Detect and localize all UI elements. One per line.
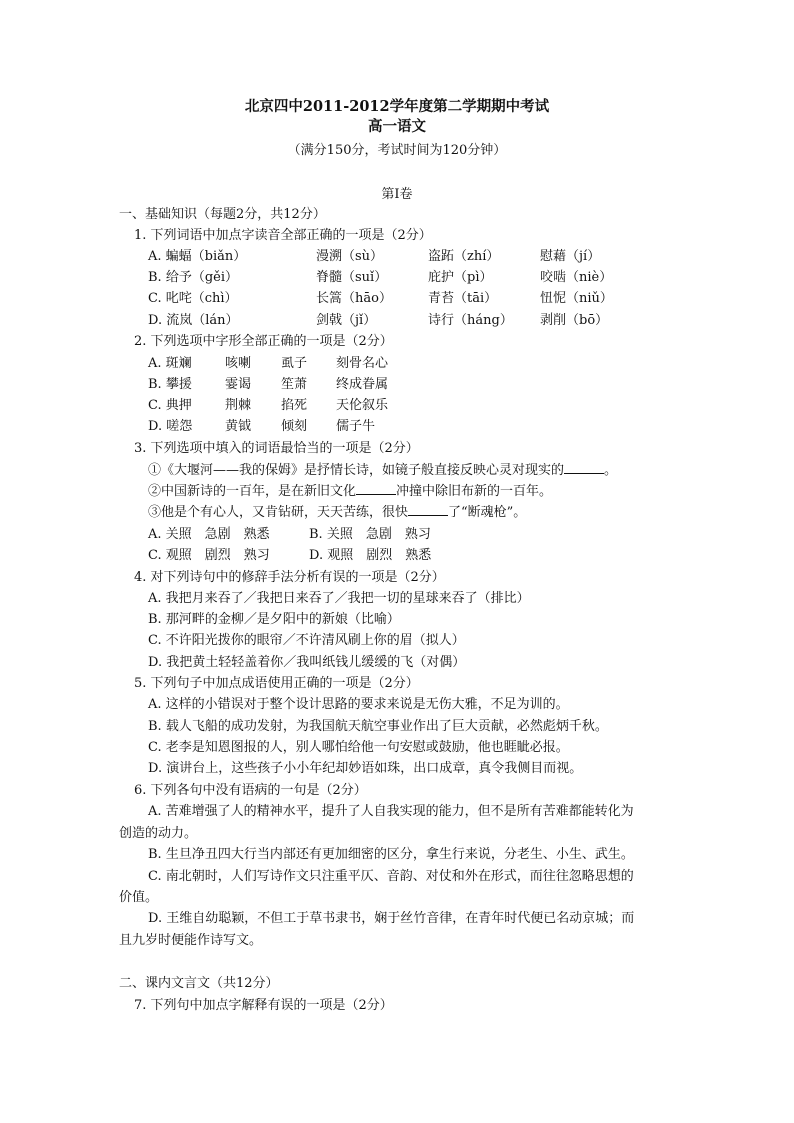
q3-blank-3 xyxy=(408,503,448,516)
q3-sentence-2-end: 冲撞中除旧布新的一百年。 xyxy=(396,484,553,499)
subject-title: 高一语文 xyxy=(368,118,426,135)
q3-option-b: B. 关照 急剧 熟习 xyxy=(309,527,431,542)
q6-option-a-line1: A. 苦难增强了人的精神水平，提升了人自我实现的能力，但不是所有苦难都能转化为 xyxy=(148,804,634,819)
question-7-stem: 7. 下列句中加点字解释有误的一项是（2分） xyxy=(134,998,393,1013)
q6-option-d-line1: D. 王维自幼聪颖，不但工于草书隶书，娴于丝竹音律，在青年时代便已名动京城；而 xyxy=(148,911,635,926)
q4-option-c: C. 不许阳光拨你的眼帘／不许清风刷上你的眉（拟人） xyxy=(148,633,465,648)
q1-option-d-word1: D. 流岚（lán） xyxy=(148,313,239,328)
q1-option-d-word4: 剥削（bō） xyxy=(540,313,609,328)
q1-option-a-word1: A. 蝙蝠（biǎn） xyxy=(148,249,247,264)
question-1-stem: 1. 下列词语中加点字读音全部正确的一项是（2分） xyxy=(134,228,432,243)
q6-option-c-line1: C. 南北朝时，人们写诗作文只注重平仄、音韵、对仗和外在形式，而往往忽略思想的 xyxy=(148,869,634,884)
section-heading-classical: 二、课内文言文（共12分） xyxy=(119,976,279,991)
q2-option-c-word1: C. 典押 xyxy=(148,398,192,413)
q6-option-b: B. 生旦净丑四大行当内部还有更加细密的区分，拿生行来说，分老生、小生、武生。 xyxy=(148,847,634,862)
q6-option-c-line2: 价值。 xyxy=(119,890,159,905)
q1-option-c-word3: 青苔（tāi） xyxy=(428,291,498,306)
q1-option-c-word2: 长篙（hāo） xyxy=(316,291,392,306)
q2-option-a-word3: 虱子 xyxy=(281,356,308,371)
q2-option-b-word1: B. 攀援 xyxy=(148,377,192,392)
q3-option-a: A. 关照 急剧 熟悉 xyxy=(148,527,270,542)
q3-sentence-1-text: ①《大堰河——我的保姆》是抒情长诗，如镜子般直接反映心灵对现实的 xyxy=(148,463,565,478)
q1-option-d-word2: 剑戟（jǐ） xyxy=(316,313,377,328)
q2-option-b-word2: 霎谒 xyxy=(225,377,252,392)
q1-option-d-word3: 诗行（háng） xyxy=(428,313,513,328)
q4-option-d: D. 我把黄土轻轻盖着你／我叫纸钱儿缓缓的飞（对偶） xyxy=(148,655,466,670)
question-4-stem: 4. 对下列诗句中的修辞手法分析有误的一项是（2分） xyxy=(134,570,445,585)
q3-sentence-2 xyxy=(148,482,552,502)
q1-option-c-word4: 忸怩（niǔ） xyxy=(540,291,613,306)
question-5-stem: 5. 下列句子中加点成语使用正确的一项是（2分） xyxy=(134,676,419,691)
exam-title: 北京四中2011-2012学年度第二学期期中考试 xyxy=(244,98,550,115)
q1-option-c-word1: C. 叱咤（chì） xyxy=(148,291,238,306)
q6-option-a-line2: 创造的动力。 xyxy=(119,826,198,841)
q2-option-c-word3: 掐死 xyxy=(281,398,308,413)
question-6-stem: 6. 下列各句中没有语病的一句是（2分） xyxy=(134,783,367,798)
q6-option-d-line2: 且九岁时便能作诗写文。 xyxy=(119,933,263,948)
section-heading-basic: 一、基础知识（每题2分，共12分） xyxy=(119,207,326,222)
question-2-stem: 2. 下列选项中字形全部正确的一项是（2分） xyxy=(134,334,393,349)
q3-sentence-3 xyxy=(148,503,526,523)
q5-option-c: C. 老李是知恩图报的人，别人哪怕给他一句安慰或鼓励，他也睚眦必报。 xyxy=(148,740,569,755)
q2-option-a-word1: A. 斑斓 xyxy=(148,356,192,371)
q2-option-c-word2: 荆棘 xyxy=(225,398,252,413)
q4-option-b: B. 那河畔的金柳／是夕阳中的新娘（比喻） xyxy=(148,612,400,627)
q2-option-a-word2: 咳喇 xyxy=(225,356,252,371)
q1-option-a-word3: 盗跖（zhí） xyxy=(428,249,500,264)
q2-option-c-word4: 天伦叙乐 xyxy=(336,398,389,413)
q2-option-d-word4: 儒子牛 xyxy=(336,419,376,434)
q5-option-a: A. 这样的小错误对于整个设计思路的要求来说是无伤大雅，不足为训的。 xyxy=(148,697,569,712)
q2-option-b-word3: 笙萧 xyxy=(281,377,308,392)
volume-label: 第Ⅰ卷 xyxy=(381,187,413,202)
q5-option-d: D. 演讲台上，这些孩子小小年纪却妙语如珠，出口成章，真令我侧目而视。 xyxy=(148,761,583,776)
q2-option-a-word4: 刻骨名心 xyxy=(336,356,389,371)
q3-blank-2 xyxy=(356,482,396,495)
q2-option-d-word2: 黄钺 xyxy=(225,419,252,434)
q1-option-a-word2: 漫溯（sù） xyxy=(316,249,384,264)
q1-option-b-word1: B. 给予（gěi） xyxy=(148,270,238,285)
q3-sentence-3-end: 了“断魂枪”。 xyxy=(448,505,527,520)
q3-blank-1 xyxy=(564,461,604,474)
q1-option-b-word2: 脊髓（suǐ） xyxy=(316,270,388,285)
q1-option-b-word4: 咬啮（niè） xyxy=(540,270,613,285)
q1-option-b-word3: 庇护（pì） xyxy=(428,270,493,285)
score-time-note: （满分150分，考试时间为120分钟） xyxy=(287,143,507,158)
q3-sentence-1-end: 。 xyxy=(604,463,618,478)
q3-option-c: C. 观照 剧烈 熟习 xyxy=(148,548,270,563)
q3-sentence-2-text: ②中国新诗的一百年，是在新旧文化 xyxy=(148,484,357,499)
q3-sentence-3-text: ③他是个有心人，又肯钻研，天天苦练，很快 xyxy=(148,505,409,520)
q2-option-d-word1: D. 嗟怨 xyxy=(148,419,193,434)
q4-option-a: A. 我把月来吞了／我把日来吞了／我把一切的星球来吞了（排比） xyxy=(148,591,530,606)
q3-sentence-1 xyxy=(148,461,617,481)
q1-option-a-word4: 慰藉（jí） xyxy=(540,249,601,264)
q3-option-d: D. 观照 剧烈 熟悉 xyxy=(309,548,432,563)
q2-option-d-word3: 倾刻 xyxy=(281,419,308,434)
q2-option-b-word4: 终成眷属 xyxy=(336,377,389,392)
q5-option-b: B. 载人飞船的成功发射，为我国航天航空事业作出了巨大贡献，必然彪炳千秋。 xyxy=(148,719,608,734)
question-3-stem: 3. 下列选项中填入的词语最恰当的一项是（2分） xyxy=(134,441,419,456)
